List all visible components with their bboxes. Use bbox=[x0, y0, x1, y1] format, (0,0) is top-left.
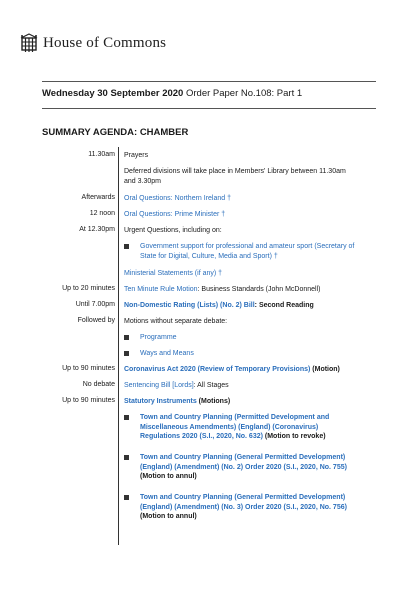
agenda-link[interactable]: Town and Country Planning (General Permitted Development) (England) (Amendment) (No. 2) Order 2020 (S.I., 2020, No. 755) bbox=[140, 454, 347, 471]
agenda-link[interactable]: Coronavirus Act 2020 (Review of Temporary Provisions) bbox=[124, 366, 311, 373]
agenda-time: Afterwards bbox=[81, 194, 115, 201]
agenda-time: Followed by bbox=[77, 317, 115, 324]
bullet-icon bbox=[124, 335, 129, 340]
agenda-link[interactable]: Sentencing Bill [Lords] bbox=[124, 382, 194, 389]
agenda-link[interactable]: Government support for professional and amateur sport (Secretary of State for Digital, Culture, Media and Sport) † bbox=[140, 243, 355, 260]
agenda-item bbox=[124, 365, 356, 375]
section-title: SUMMARY AGENDA: CHAMBER bbox=[42, 127, 189, 138]
agenda-item bbox=[124, 285, 356, 295]
header-rule bbox=[42, 81, 376, 82]
agenda-time: At 12.30pm bbox=[79, 226, 115, 233]
agenda-item-detail: (Motion to annul) bbox=[140, 513, 197, 520]
bullet-icon bbox=[124, 495, 129, 500]
agenda-time: Up to 90 minutes bbox=[62, 397, 115, 404]
agenda-link[interactable]: Oral Questions: Prime Minister † bbox=[124, 211, 226, 218]
agenda-time: Until 7.00pm bbox=[75, 301, 115, 308]
agenda-time: 11.30am bbox=[88, 151, 115, 158]
agenda-link[interactable]: Ten Minute Rule Motion bbox=[124, 286, 198, 293]
bullet-icon bbox=[124, 415, 129, 420]
agenda-item-detail: (Motion to revoke) bbox=[262, 433, 326, 440]
agenda-time: Up to 90 minutes bbox=[62, 365, 115, 372]
agenda-item-detail: : All Stages bbox=[193, 382, 229, 389]
agenda-item: Urgent Questions, including on: bbox=[124, 227, 222, 234]
agenda-time: 12 noon bbox=[89, 210, 115, 217]
agenda-item: Motions without separate debate: bbox=[124, 318, 228, 325]
agenda-note: Deferred divisions will take place in Members' Library between 11.30am and 3.30pm bbox=[124, 168, 346, 185]
si-item bbox=[140, 493, 356, 522]
agenda-link[interactable]: Ministerial Statements (if any) † bbox=[124, 270, 223, 277]
agenda-item bbox=[124, 301, 356, 311]
order-paper-title bbox=[42, 88, 302, 99]
bullet-icon bbox=[124, 455, 129, 460]
agenda-time: Up to 20 minutes bbox=[62, 285, 115, 292]
agenda-item-detail: (Motion) bbox=[310, 366, 340, 373]
si-item bbox=[140, 453, 356, 482]
paper-date: Wednesday 30 September 2020 bbox=[42, 88, 184, 99]
house-of-commons-logo bbox=[19, 33, 166, 53]
title-rule bbox=[42, 108, 376, 109]
agenda-time: No debate bbox=[82, 381, 115, 388]
agenda-item bbox=[124, 397, 356, 407]
agenda-link[interactable]: Town and Country Planning (Permitted Development and Miscellaneous Amendments) (England) (Coronavirus) Regulations 2020 (S.I., 2020, No. 632) bbox=[140, 414, 330, 440]
order-paper-number: Order Paper No.108: Part 1 bbox=[185, 88, 303, 99]
agenda-item bbox=[124, 381, 356, 391]
agenda-item-detail: : Second Reading bbox=[254, 302, 314, 309]
agenda-divider bbox=[118, 147, 119, 545]
agenda-item-detail: : Business Standards (John McDonnell) bbox=[197, 286, 321, 293]
agenda-link[interactable]: Oral Questions: Northern Ireland † bbox=[124, 195, 231, 202]
agenda-link[interactable]: Non-Domestic Rating (Lists) (No. 2) Bill bbox=[124, 302, 255, 309]
agenda-item-detail: (Motions) bbox=[196, 398, 231, 405]
agenda-item-detail: (Motion to annul) bbox=[140, 473, 197, 480]
bullet-icon bbox=[124, 351, 129, 356]
si-item bbox=[140, 413, 356, 442]
agenda-link[interactable]: Statutory Instruments bbox=[124, 398, 197, 405]
bullet-icon bbox=[124, 244, 129, 249]
portcullis-icon bbox=[19, 33, 39, 53]
agenda-link[interactable]: Programme bbox=[140, 334, 177, 341]
org-name: House of Commons bbox=[43, 34, 167, 51]
agenda-link[interactable]: Town and Country Planning (General Permitted Development) (England) (Amendment) (No. 3) Order 2020 (S.I., 2020, No. 756) bbox=[140, 494, 347, 511]
agenda-link[interactable]: Ways and Means bbox=[140, 350, 194, 357]
agenda-item: Prayers bbox=[124, 152, 149, 159]
